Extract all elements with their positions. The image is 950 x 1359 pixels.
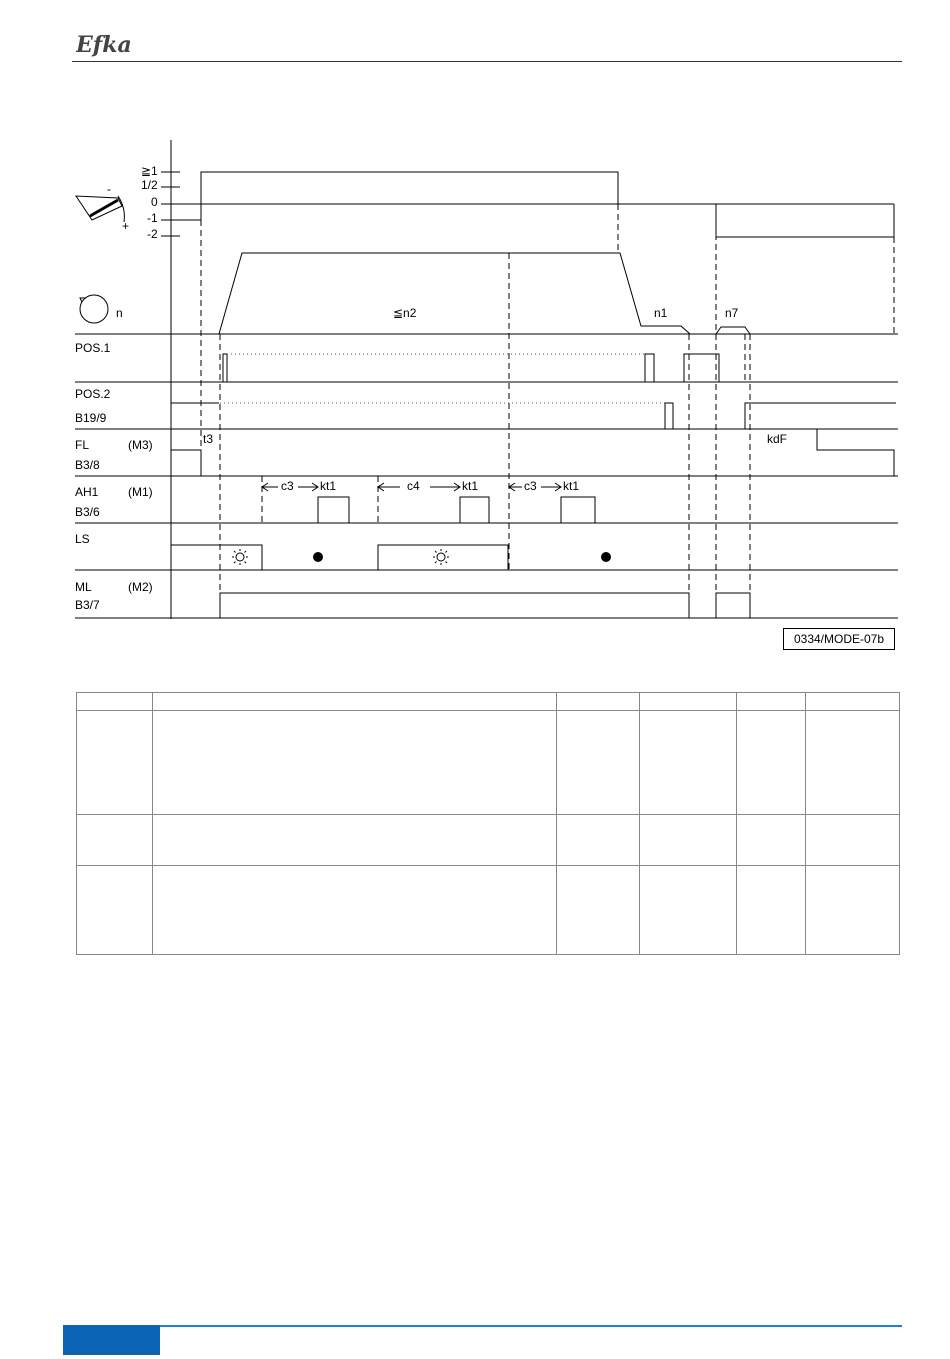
ls-signal <box>171 545 262 570</box>
pedal-level-label: ≧1 <box>141 164 158 178</box>
speed-label-max: ≦n2 <box>393 306 417 320</box>
signal-label: POS.2 <box>75 387 111 401</box>
signal-sub-label: B3/6 <box>75 505 100 519</box>
signal-sub-label: B3/7 <box>75 598 100 612</box>
signal-label: ML <box>75 580 92 594</box>
pedal-icon <box>76 196 124 222</box>
timing-diagram <box>0 130 950 630</box>
pedal-level-label: -1 <box>147 211 158 225</box>
signal-code: (M1) <box>128 485 153 499</box>
table-row <box>77 815 900 866</box>
speed-label-n1: n1 <box>654 306 668 320</box>
pos2-level <box>745 403 896 429</box>
ah1-pulse <box>318 497 349 523</box>
signal-label: LS <box>75 532 90 546</box>
timer-c4: c4 <box>407 479 420 493</box>
signal-code: (M3) <box>128 438 153 452</box>
pos2-pulse <box>665 403 673 429</box>
table-row <box>77 711 900 815</box>
pedal-forward <box>180 172 618 220</box>
header-rule <box>72 61 902 62</box>
speed-curve <box>219 253 690 334</box>
timer-kt1: kt1 <box>462 479 479 493</box>
signal-label: POS.1 <box>75 341 111 355</box>
ml-signal <box>716 593 750 618</box>
svg-text:n: n <box>116 306 123 320</box>
svg-text:+: + <box>122 219 130 233</box>
pedal-level-label: -2 <box>147 227 158 241</box>
svg-text:-: - <box>107 182 111 196</box>
light-on-icon <box>433 549 449 565</box>
light-on-icon <box>232 549 248 565</box>
figure-code: 0334/MODE-07b <box>783 628 895 650</box>
signal-code: (M2) <box>128 580 153 594</box>
speed-n7 <box>716 327 750 334</box>
timer-c3: c3 <box>281 479 294 493</box>
speed-label-n7: n7 <box>725 306 739 320</box>
footer-block <box>63 1325 160 1355</box>
signal-sub-label: B19/9 <box>75 411 107 425</box>
timer-kt1: kt1 <box>320 479 337 493</box>
ls-signal <box>378 545 508 570</box>
fl-signal <box>171 450 201 476</box>
efka-logo <box>76 32 136 58</box>
timer-c3: c3 <box>524 479 537 493</box>
motor-icon <box>80 295 108 323</box>
fl-signal <box>817 429 894 476</box>
parameter-table <box>76 692 900 955</box>
ah1-pulse <box>561 497 595 523</box>
signal-label: AH1 <box>75 485 99 499</box>
ml-signal <box>220 593 689 618</box>
timer-kt1: kt1 <box>563 479 580 493</box>
table-row <box>77 693 900 711</box>
pedal-back <box>716 204 894 237</box>
timer-kdf: kdF <box>767 432 788 446</box>
signal-label: FL <box>75 438 90 452</box>
pos1-pulse <box>645 354 654 382</box>
ah1-pulse <box>460 497 489 523</box>
signal-sub-label: B3/8 <box>75 458 100 472</box>
pedal-level-label: 0 <box>151 195 158 209</box>
footer-rule <box>160 1325 902 1327</box>
light-off-icon <box>313 552 323 562</box>
timer-t3: t3 <box>203 432 214 446</box>
pos1-pulse <box>223 354 227 382</box>
logo-text: Efka <box>76 32 132 58</box>
table-row <box>77 866 900 955</box>
light-off-icon <box>601 552 611 562</box>
pedal-level-label: 1/2 <box>141 178 158 192</box>
